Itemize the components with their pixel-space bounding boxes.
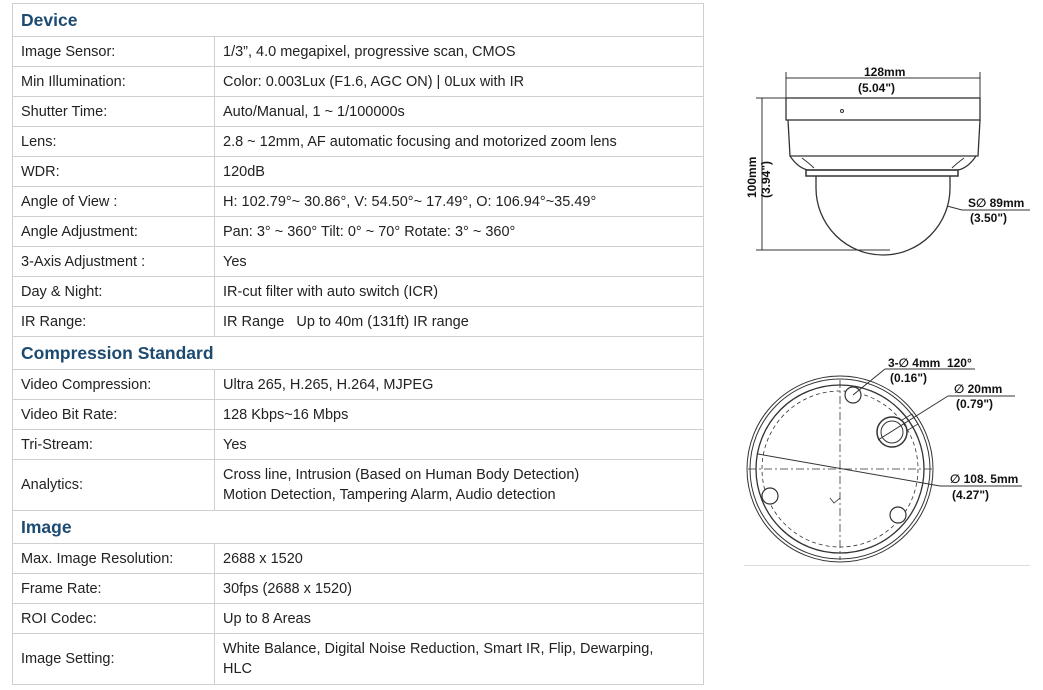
width-mm-label: 128mm [864,65,906,79]
spec-value: 30fps (2688 x 1520) [215,574,704,604]
section-header-image [13,511,704,544]
table-row [13,400,704,430]
spec-label: Analytics: [13,460,215,511]
section-title: Device [13,4,704,37]
table-row [13,634,704,685]
spec-label: Lens: [13,127,215,157]
spec-value-line: Cross line, Intrusion (Based on Human Body Detection) [223,467,580,483]
base-in-label: (4.27") [952,488,990,502]
spec-label: Angle of View : [13,187,215,217]
section-header-device [13,4,704,37]
screw-in-label: (0.16") [890,371,928,385]
table-row [13,247,704,277]
spec-label: Max. Image Resolution: [13,544,215,574]
table-row [13,430,704,460]
table-row [13,574,704,604]
spec-value: Auto/Manual, 1 ~ 1/100000s [215,97,704,127]
spec-label: Min Illumination: [13,67,215,97]
divider [744,565,1030,566]
dome-in-label: (3.50") [970,211,1008,225]
table-row [13,37,704,67]
spec-value: 2688 x 1520 [215,544,704,574]
spec-value: Up to 8 Areas [215,604,704,634]
camera-base-top-view-diagram [740,340,1040,565]
hole-in-label: (0.79") [956,397,994,411]
section-title: Image [13,511,704,544]
spec-label: Image Sensor: [13,37,215,67]
spec-label: Image Setting: [13,634,215,685]
spec-value-line: Motion Detection, Tampering Alarm, Audio detection [223,487,556,503]
table-row [13,187,704,217]
spec-label: Angle Adjustment: [13,217,215,247]
spec-label: Day & Night: [13,277,215,307]
spec-value: IR Range Up to 40m (131ft) IR range [215,307,704,337]
spec-label: Tri-Stream: [13,430,215,460]
spec-value-line: HLC [223,661,253,677]
spec-label: Shutter Time: [13,97,215,127]
spec-value: H: 102.79°~ 30.86°, V: 54.50°~ 17.49°, O: 106.94°~35.49° [215,187,704,217]
table-row [13,67,704,97]
height-in-label: (3.94") [759,160,773,198]
table-row [13,460,704,511]
spec-value: 1/3”, 4.0 megapixel, progressive scan, CMOS [215,37,704,67]
table-row [13,127,704,157]
spec-value: 2.8 ~ 12mm, AF automatic focusing and motorized zoom lens [215,127,704,157]
width-in-label: (5.04") [858,81,896,95]
spec-label: Frame Rate: [13,574,215,604]
camera-side-view-diagram [740,50,1040,270]
spec-value: 120dB [215,157,704,187]
spec-label: ROI Codec: [13,604,215,634]
spec-label: 3-Axis Adjustment : [13,247,215,277]
spec-value: 128 Kbps~16 Mbps [215,400,704,430]
table-row [13,307,704,337]
spec-value [215,634,704,685]
section-header-compression [13,337,704,370]
dome-mm-label: S∅ 89mm [968,196,1025,210]
base-mm-label: ∅ 108. 5mm [950,472,1019,486]
spec-value-line: White Balance, Digital Noise Reduction, Smart IR, Flip, Dewarping, [223,641,654,657]
spec-table [12,3,704,685]
spec-label: WDR: [13,157,215,187]
spec-value: Yes [215,247,704,277]
spec-label: Video Bit Rate: [13,400,215,430]
spec-label: IR Range: [13,307,215,337]
spec-label: Video Compression: [13,370,215,400]
table-row [13,544,704,574]
hole-mm-label: ∅ 20mm [954,382,1003,396]
spec-value [215,460,704,511]
spec-value: Color: 0.003Lux (F1.6, AGC ON) | 0Lux with IR [215,67,704,97]
table-row [13,217,704,247]
height-mm-label: 100mm [745,156,759,198]
screw-mm-label: 3-∅ 4mm 120° [888,356,972,370]
table-row [13,97,704,127]
table-row [13,370,704,400]
spec-value: Ultra 265, H.265, H.264, MJPEG [215,370,704,400]
table-row [13,277,704,307]
spec-value: IR-cut filter with auto switch (ICR) [215,277,704,307]
table-row [13,604,704,634]
spec-value: Yes [215,430,704,460]
table-row [13,157,704,187]
section-title: Compression Standard [13,337,704,370]
spec-value: Pan: 3° ~ 360° Tilt: 0° ~ 70° Rotate: 3° ~ 360° [215,217,704,247]
